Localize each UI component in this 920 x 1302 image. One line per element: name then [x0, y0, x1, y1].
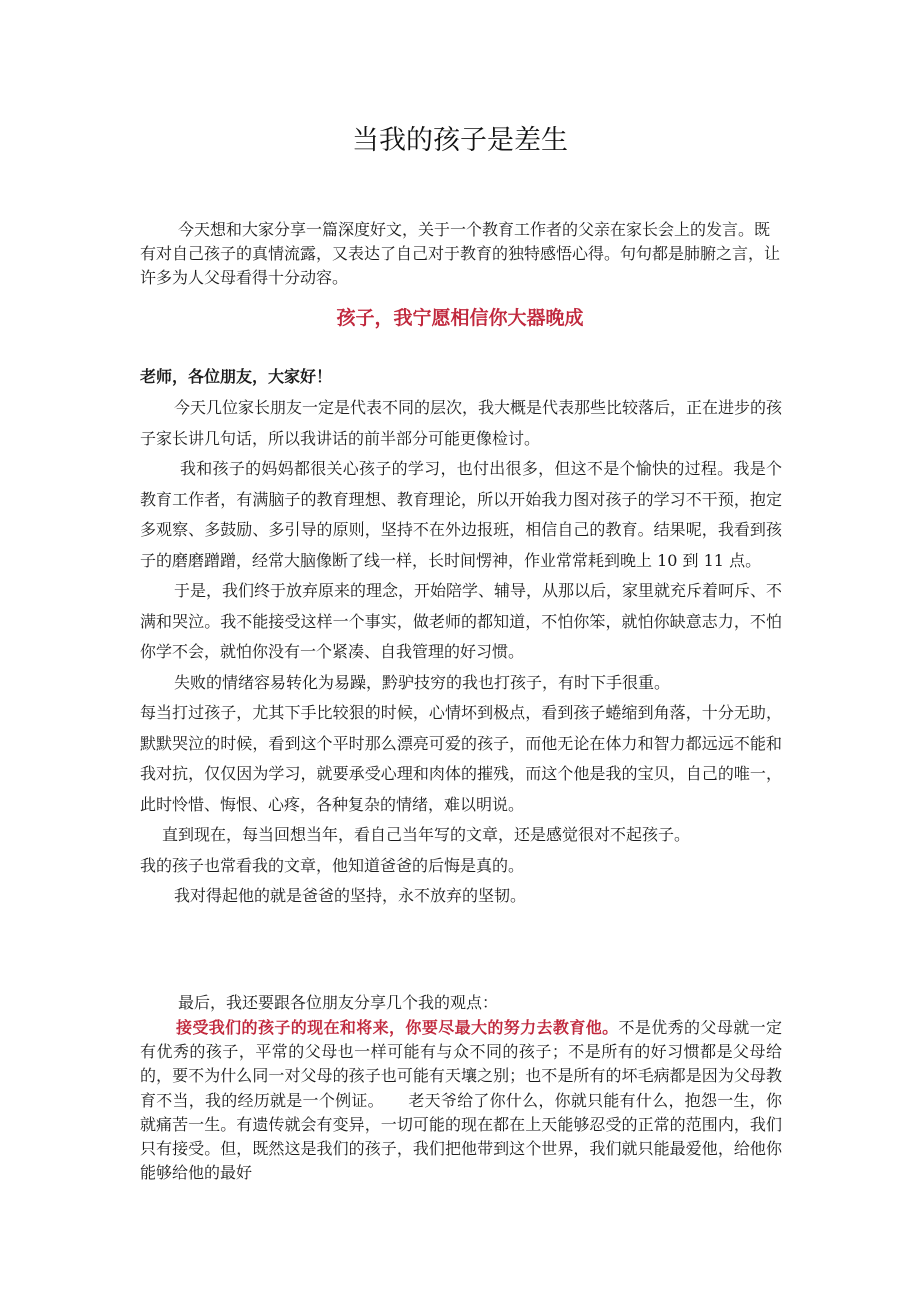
- document-title: 当我的孩子是差生: [352, 125, 568, 156]
- speech-paragraph-7: 我的孩子也常看我的文章，他知道爸爸的后悔是真的。: [140, 855, 525, 875]
- speech-greeting: 老师，各位朋友，大家好！: [140, 367, 333, 386]
- viewpoint-paragraph: [140, 1016, 782, 1185]
- speech-paragraph-1: 今天几位家长朋友一定是代表不同的层次，我大概是代表那些比较落后，正在进步的孩子家长讲几句话，所以我讲话的前半部分可能更像检讨。: [140, 398, 783, 448]
- viewpoint-highlight: 接受我们的孩子的现在和将来，你要尽最大的努力去教育他。: [176, 1018, 619, 1037]
- section-subtitle: 孩子，我宁愿相信你大器晚成: [336, 307, 584, 329]
- speech-body: [140, 393, 782, 912]
- viewpoint-body: 不是优秀的父母就一定有优秀的孩子，平常的父母也一样可能有与众不同的孩子；不是所有的好习惯都是父母给的，要不为什么同一对父母的孩子也可能有天壤之别；也不是所有的坏毛病都是因为父母教育不当，我的经历就是一个例证。 老天爷给了你什么，你就只能有什么，抱怨一生，你就痛苦一生。有遗传就会有变异，一切可能的现在都在上天能够忍受的正常的范围内，我们只有接受。但，既然这是我们的孩子，我们把他带到这个世界，我们就只能最爱他，给他你能够给他的最好: [140, 1018, 782, 1183]
- viewpoint-section: [140, 1016, 782, 1185]
- closing-intro: 最后，我还要跟各位朋友分享几个我的观点：: [178, 993, 499, 1012]
- speech-paragraph-8: 我对得起他的就是爸爸的坚持，永不放弃的坚韧。: [174, 886, 527, 905]
- speech-paragraph-6: 直到现在，每当回想当年，看自己当年写的文章，还是感觉很对不起孩子。: [162, 825, 691, 844]
- intro-paragraph: 今天想和大家分享一篇深度好文，关于一个教育工作者的父亲在家长会上的发言。既有对自己孩子的真情流露，又表达了自己对于教育的独特感悟心得。句句都是肺腑之言，让许多为人父母看得十分动容。: [140, 220, 781, 287]
- speech-paragraph-3: 于是，我们终于放弃原来的理念，开始陪学、辅导，从那以后，家里就充斥着呵斥、不满和哭泣。我不能接受这样一个事实，做老师的都知道，不怕你笨，就怕你缺意志力，不怕你学不会，就怕你没有一个紧凑、自我管理的好习惯。: [140, 581, 783, 661]
- speech-paragraph-4: 失败的情绪容易转化为易躁，黔驴技穷的我也打孩子，有时下手很重。: [174, 672, 671, 692]
- speech-paragraph-2: 我和孩子的妈妈都很关心孩子的学习，也付出很多，但这不是个愉快的过程。我是个教育工作者，有满脑子的教育理想、教育理论，所以开始我力图对孩子的学习不干预，抱定多观察、多鼓励、多引导的原则，坚持不在外边报班，相信自己的教育。结果呢，我看到孩子的磨磨蹭蹭，经常大脑像断了线一样，长时间愣神，作业常常耗到晚上 10 到 11 点。: [140, 459, 782, 570]
- speech-paragraph-5: 每当打过孩子，尤其下手比较狠的时候，心情坏到极点，看到孩子蜷缩到角落，十分无助，默默哭泣的时候，看到这个平时那么漂亮可爱的孩子，而他无论在体力和智力都远远不能和我对抗，仅仅因为学习，就要承受心理和肉体的摧残，而这个他是我的宝贝，自己的唯一，此时怜惜、悔恨、心疼，各种复杂的情绪，难以明说。: [140, 703, 782, 814]
- closing-section: [140, 988, 782, 1019]
